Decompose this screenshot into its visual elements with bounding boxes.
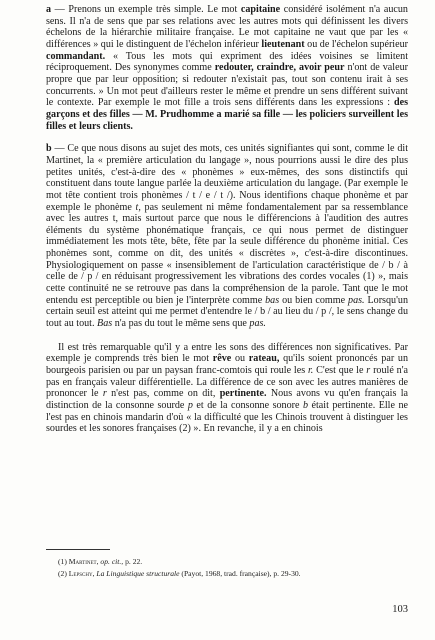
italic-run: t, bbox=[135, 201, 141, 213]
footnote-2 bbox=[46, 568, 408, 580]
text-run: qu'ils soient prononcés par un bourgeois parisien ou par un paysan franc-comtois qui roule les bbox=[46, 353, 408, 377]
text-run: ou de l'échelon supérieur bbox=[304, 38, 408, 50]
paragraph-b bbox=[46, 143, 408, 330]
italic-run: r. bbox=[307, 365, 314, 377]
text-run: était pertinente. Elle ne l'est pas en chinois mandarin d'où « la difficulté que les Chinois trouvent à distinguer les sourdes et les sonores françaises (2) ». En revanche, il y a en chinois bbox=[46, 400, 408, 435]
text-run: — Ce que nous disons au sujet des mots, ces unités signifiantes qui sont, comme le dit Martinet, la « première articulation du langage », nous pourrions aussi le dire des plus petites unités, c'est-à-dire des « phonèmes » eux-mêmes, des sons distinctifs qui constituent dans toute langue parlée la deuxième articulation du langage. (Par exemple le mot tête contient trois phonèmes / t / e / t /). Nous identifions chaque phonème et par exemple le phonème bbox=[46, 143, 408, 213]
paragraph-marker-a: a bbox=[46, 4, 52, 15]
text-run: considéré isolément n'a aucun sens. Il n'a de sens que par ses relations avec les autres mots qui définissent les divers échelons de la hiérarchie militaire française. Le mot capitaine ne vaut que par les « différences » qui le distinguent de l'échelon inférieur bbox=[46, 4, 408, 50]
text-run: et de la consonne sonore bbox=[192, 400, 303, 411]
text-run: ou bbox=[231, 353, 249, 365]
text-run: Lorsqu'un certain seuil est atteint qui me permet d'entendre le / b / au lieu du / p /, le sens change du tout au tout. bbox=[46, 294, 408, 330]
footnote-reference: La Linguistique structurale bbox=[96, 569, 180, 578]
footnote-author: Lepschy, bbox=[68, 569, 95, 578]
footnote-reference: op. cit., bbox=[100, 557, 124, 566]
paragraph-c bbox=[46, 342, 408, 435]
keyword-lieutenant: lieutenant bbox=[261, 38, 305, 50]
keyword-rateau: rateau, bbox=[248, 353, 280, 365]
text-run: n'ont de valeur propre que par leur opposition; si redouter n'existait pas, tout son contenu irait à ses concurrents. » Un mot peut d'ailleurs rester le même et prendre un sens différent suivant le contexte. Par exemple le mot fille a trois sens différents dans les expressions : bbox=[46, 62, 408, 109]
footnote-author: Martinet, bbox=[68, 557, 99, 566]
page-number: 103 bbox=[392, 604, 408, 615]
text-run: C'est que le bbox=[313, 365, 367, 377]
keyword-commandant: commandant. bbox=[46, 50, 106, 62]
italic-run: bas bbox=[265, 294, 280, 306]
footnote-text: p. 22. bbox=[123, 557, 143, 566]
text-run: pas seulement ni même fondamentalement par sa ressemblance avec les autres t, mais surtout parce que nous le différencions à l'audition des autres éléments du système phonématique français, ce qui nous permet de distinguer immédiatement les mots tête, bête, fête par la seule différence du phonème initial. Ces phonèmes sont, comme on dit, des unités « discrètes », c'est-à-dire discontinues. Physiologiquement on passe « insensiblement de l'articulation caractéristique de / b / à celle de / p / en réduisant progressivement les vibrations des cordes vocales (1) », mais cette continuité ne se retrouve pas dans la compréhension de la parole. Tant que le mot entendu est perceptible ou bien je l'interprète comme bbox=[46, 201, 408, 306]
paragraph-a bbox=[46, 4, 408, 132]
paragraph-marker-b: b bbox=[46, 143, 52, 155]
italic-run: pas. bbox=[249, 318, 266, 330]
text-run: n'a pas du tout le même sens que bbox=[112, 318, 250, 330]
keyword-capitaine: capitaine bbox=[240, 4, 281, 15]
italic-run: Bas bbox=[97, 318, 113, 330]
text-run: ou bien comme bbox=[279, 294, 349, 306]
italic-run: p bbox=[187, 400, 193, 411]
italic-run: pas. bbox=[348, 294, 365, 306]
italic-run: r bbox=[102, 388, 107, 400]
text-run: roulé n'a pas en français valeur différentielle. La différence de ce son avec les autres manières de prononcer le bbox=[46, 365, 408, 400]
body-text bbox=[46, 4, 408, 435]
text-run: « Tous les mots qui expriment des idées voisines se limitent réciproquement. Des synonymes comme bbox=[46, 50, 408, 74]
text-run: Il est très remarquable qu'il y a entre les sons des différences non significatives. Par exemple je comprends très bien le mot bbox=[46, 341, 408, 365]
footnote-number: (2) bbox=[58, 569, 67, 578]
keyword-synonyms: redouter, craindre, avoir peur bbox=[214, 62, 345, 74]
footnote-text: (Payot, 1968, trad. française), p. 29-30. bbox=[179, 569, 301, 578]
footnotes bbox=[46, 556, 408, 580]
text-run: n'est pas, comme on dit, bbox=[106, 388, 220, 400]
footnote-divider bbox=[46, 549, 110, 550]
keyword-reve: rêve bbox=[212, 353, 232, 365]
text-run: — Prenons un exemple très simple. Le mot bbox=[51, 4, 241, 15]
keyword-examples: des garçons et des filles — M. Prudhomme a marié sa fille — les policiers surveillent les filles et leurs clients. bbox=[46, 97, 408, 132]
footnote-1 bbox=[46, 556, 408, 568]
italic-run: b bbox=[302, 400, 309, 411]
italic-run: r bbox=[366, 365, 371, 377]
text-run: Nous avons vu qu'en français la distinction de la consonne sourde bbox=[46, 388, 408, 411]
footnote-number: (1) bbox=[58, 557, 67, 566]
keyword-pertinente: pertinente. bbox=[219, 388, 267, 400]
